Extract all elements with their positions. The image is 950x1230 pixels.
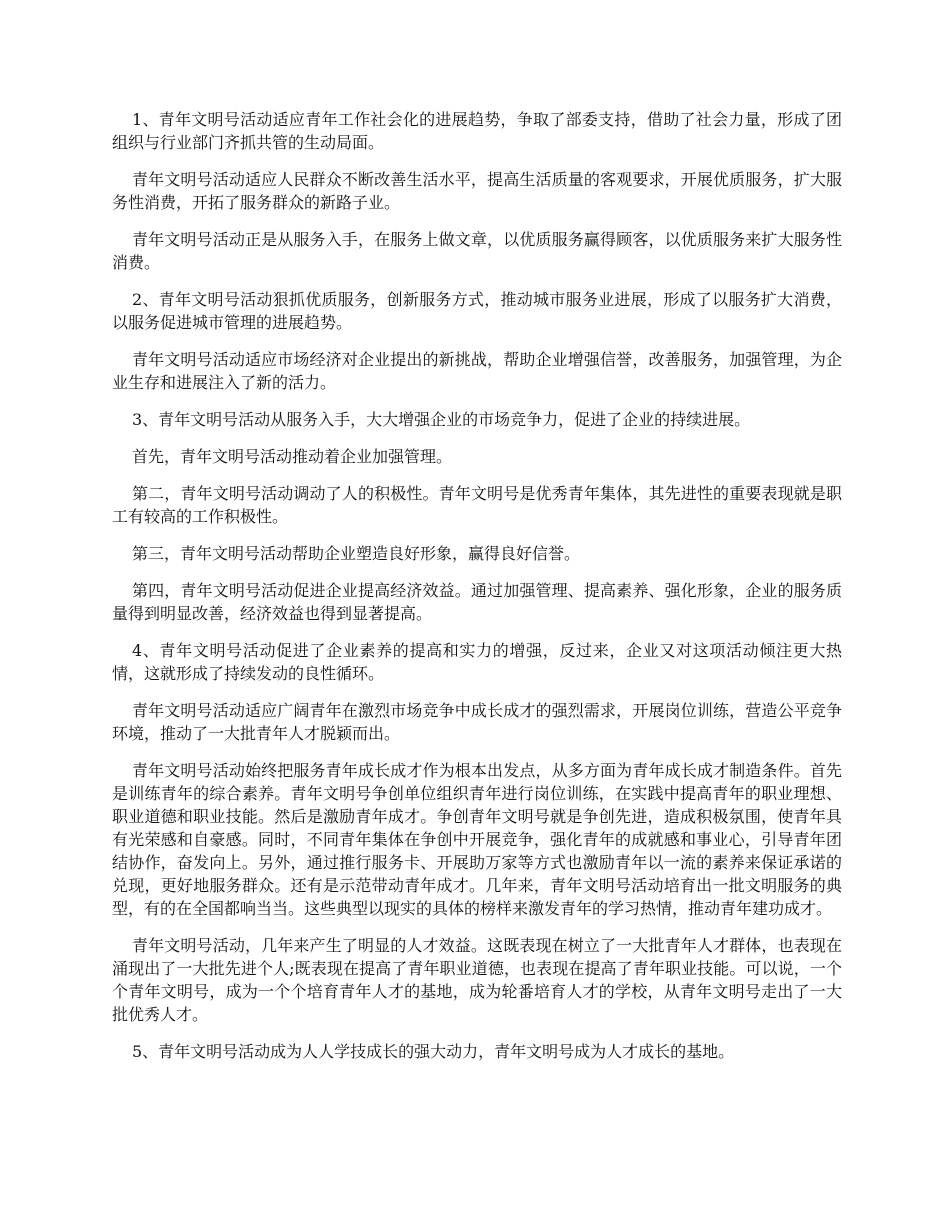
paragraph-15: 5、青年文明号活动成为人人学技成长的强大动力，青年文明号成为人才成长的基地。 [132,1042,735,1061]
paragraph-13: 青年文明号活动始终把服务青年成长成才作为根本出发点，从多方面为青年成长成才制造条件。首先是训练青年的综合素养。青年文明号争创单位组织青年进行岗位训练，在实践中提高青年的职业理想、职业道德和职业技能。然后是激励青年成才。争创青年文明号就是争创先进，造成积极氛围，使青年具有光荣感和自豪感。同时，不同青年集体在争创中开展竞争，强化青年的成就感和事业心，引导青年团结协作，奋发向上。另外，通过推行服务卡、开展助万家等方式也激励青年以一流的素养来保证承诺的兑现，更好地服务群众。还有是示范带动青年成才。几年来，青年文明号活动培育出一批文明服务的典型，有的在全国都响当当。这些典型以现实的具体的榜样来激发青年的学习热情，推动青年建功成才。 [112,761,842,918]
paragraph-9: 第三，青年文明号活动帮助企业塑造良好形象，赢得良好信誉。 [132,544,581,563]
paragraph-12: 青年文明号活动适应广阔青年在激烈市场竞争中成长成才的强烈需求，开展岗位训练，营造公平竞争环境，推动了一大批青年人才脱颖而出。 [112,701,842,743]
paragraph-11: 4、青年文明号活动促进了企业素养的提高和实力的增强，反过来，企业又对这项活动倾注更大热情，这就形成了持续发动的良性循环。 [112,641,842,683]
paragraph-6: 3、青年文明号活动从服务入手，大大增强企业的市场竞争力，促进了企业的持续进展。 [132,410,751,429]
paragraph-7: 首先，青年文明号活动推动着企业加强管理。 [132,447,453,466]
paragraph-4: 2、青年文明号活动狠抓优质服务，创新服务方式，推动城市服务业进展，形成了以服务扩大消费，以服务促进城市管理的进展趋势。 [112,290,842,332]
paragraph-3: 青年文明号活动正是从服务入手，在服务上做文章，以优质服务赢得顾客，以优质服务来扩大服务性消费。 [112,230,842,272]
document-body [112,108,842,1077]
paragraph-2: 青年文明号活动适应人民群众不断改善生活水平，提高生活质量的客观要求，开展优质服务，扩大服务性消费，开拓了服务群众的新路子业。 [112,170,842,212]
paragraph-5: 青年文明号活动适应市场经济对企业提出的新挑战，帮助企业增强信誉，改善服务，加强管理，为企业生存和进展注入了新的活力。 [112,350,842,392]
paragraph-8: 第二，青年文明号活动调动了人的积极性。青年文明号是优秀青年集体，其先进性的重要表现就是职工有较高的工作积极性。 [112,484,842,526]
paragraph-14: 青年文明号活动，几年来产生了明显的人才效益。这既表现在树立了一大批青年人才群体，也表现在涌现出了一大批先进个人;既表现在提高了青年职业道德，也表现在提高了青年职业技能。可以说，一个个青年文明号，成为一个个培育青年人才的基地，成为轮番培育人才的学校，从青年文明号走出了一大批优秀人才。 [112,936,842,1024]
paragraph-1: 1、青年文明号活动适应青年工作社会化的进展趋势，争取了部委支持，借助了社会力量，形成了团组织与行业部门齐抓共管的生动局面。 [112,110,842,152]
paragraph-10: 第四，青年文明号活动促进企业提高经济效益。通过加强管理、提高素养、强化形象，企业的服务质量得到明显改善，经济效益也得到显著提高。 [112,581,842,623]
